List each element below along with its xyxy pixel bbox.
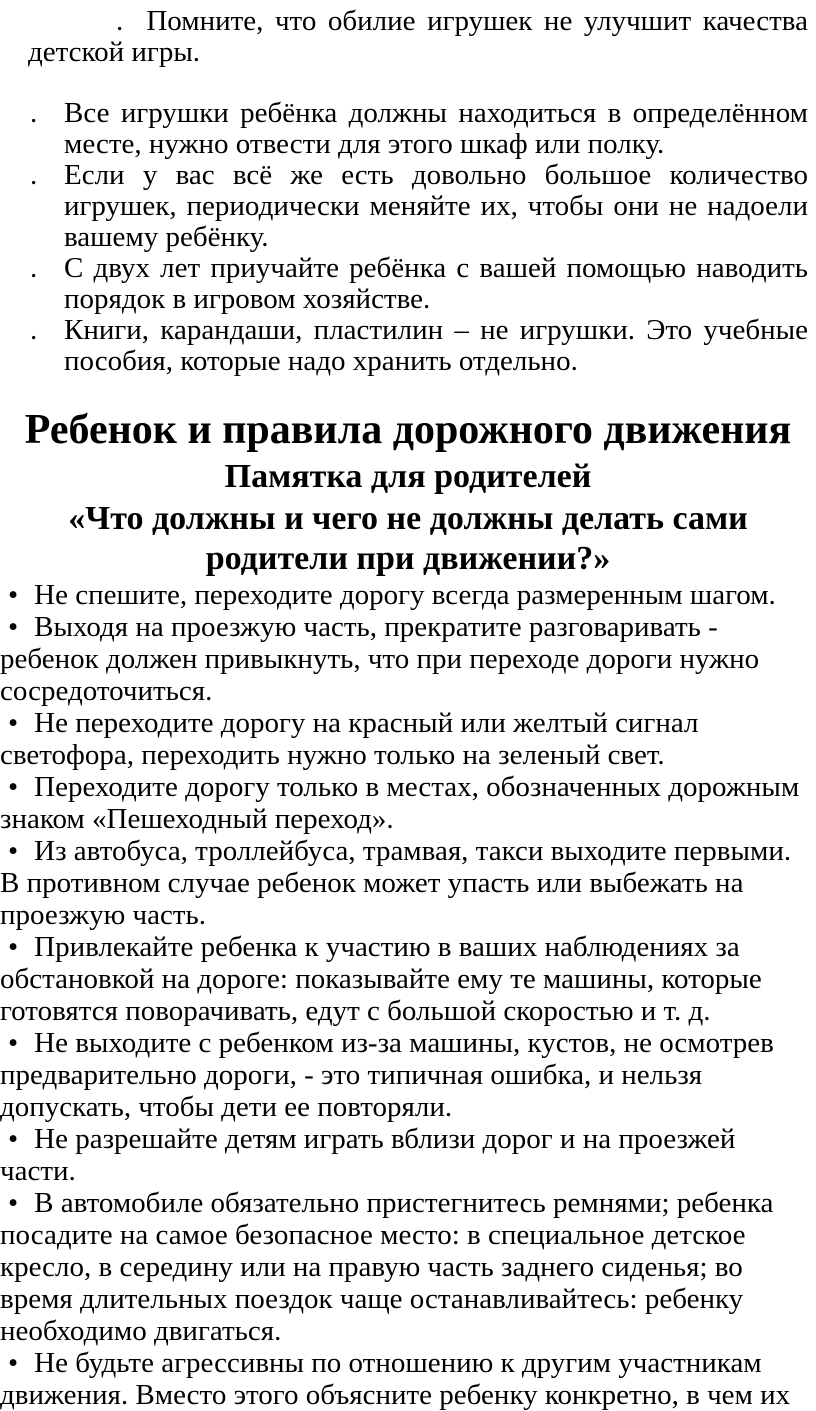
list-item [0, 1123, 808, 1187]
list-dot-marker: . [30, 97, 38, 129]
list-bullet-marker: • [8, 1347, 19, 1379]
list-item-text: Не выходите с ребенком из-за машины, кустов, не осмотрев предварительно дороги, - это типичная ошибка, и нельзя допускать, чтобы дети ее повторяли. [0, 1027, 774, 1123]
list-item-text: Если у вас всё же есть довольно большое количество игрушек, периодически меняйте их, чтобы они не надоели вашему ребёнку. [64, 159, 808, 253]
list-item [0, 579, 808, 611]
intro-text: Помните, что обилие игрушек не улучшит качества детской игры. [28, 5, 808, 68]
list-dot-marker: . [30, 314, 38, 346]
list-item-text: Переходите дорогу только в местах, обозначенных дорожным знаком «Пешеходный переход». [0, 771, 800, 835]
list-item [0, 1347, 808, 1411]
list-item [0, 771, 808, 835]
list-item-text: С двух лет приучайте ребёнка с вашей помощью наводить порядок в игровом хозяйстве. [64, 252, 808, 315]
list-item-text: Книги, карандаши, пластилин – не игрушки. Это учебные пособия, которые надо хранить отдельно. [64, 314, 808, 377]
list-item [0, 707, 808, 771]
list-item [28, 315, 808, 377]
list-item-text: Из автобуса, троллейбуса, трамвая, такси выходите первыми. В противном случае ребенок может упасть или выбежать на проезжую часть. [0, 835, 792, 931]
list-item-text: Не спешите, переходите дорогу всегда размеренным шагом. [34, 579, 776, 611]
list-item [0, 1027, 808, 1123]
list-item-text: Привлекайте ребенка к участию в ваших наблюдениях за обстановкой на дороге: показывайте ему те машины, которые готовятся поворачивать, едут с большой скоростью и т. д. [0, 931, 762, 1027]
list-item-text: В автомобиле обязательно пристегнитесь ремнями; ребенка посадите на самое безопасное место: в специальное детское кресло, в середину или на правую часть заднего сиденья; во время длительных поездок чаще останавливайтесь: ребенку необходимо двигаться. [0, 1187, 774, 1347]
list-bullet-marker: • [8, 1123, 19, 1155]
list-bullet-marker: • [8, 835, 19, 867]
list-item-text: Все игрушки ребёнка должны находиться в определённом месте, нужно отвести для этого шкаф или полку. [64, 97, 808, 160]
intro-paragraph [28, 6, 808, 68]
list-item-text: Не переходите дорогу на красный или желтый сигнал светофора, переходить нужно только на зеленый свет. [0, 707, 699, 771]
list-item [28, 98, 808, 160]
list-item-text: Не разрешайте детям играть вблизи дорог и на проезжей части. [0, 1123, 736, 1187]
section-subtitle: Памятка для родителей [224, 458, 592, 495]
list-item-text: Выходя на проезжую часть, прекратите разговаривать - ребенок должен привыкнуть, что при переходе дороги нужно сосредоточиться. [0, 611, 760, 707]
section-question-heading: «Что должны и чего не должны делать сами родители при движении?» [68, 500, 748, 577]
list-item [0, 1187, 808, 1347]
road-rules-list [0, 579, 808, 1411]
section-title: Ребенок и правила дорожного движения [24, 407, 792, 453]
list-dot-marker: . [116, 5, 124, 37]
list-item [0, 611, 808, 707]
list-bullet-marker: • [8, 707, 19, 739]
list-item [28, 160, 808, 253]
list-bullet-marker: • [8, 931, 19, 963]
toys-rules-list [28, 98, 808, 377]
list-dot-marker: . [30, 159, 38, 191]
list-item-text: Не будьте агрессивны по отношению к другим участникам движения. Вместо этого объясните ребенку конкретно, в чем их [0, 1347, 791, 1411]
list-item [0, 931, 808, 1027]
list-dot-marker: . [30, 252, 38, 284]
list-bullet-marker: • [8, 1027, 19, 1059]
list-item [28, 253, 808, 315]
list-bullet-marker: • [8, 1187, 19, 1219]
list-bullet-marker: • [8, 771, 19, 803]
list-bullet-marker: • [8, 579, 19, 611]
list-item [0, 835, 808, 931]
list-bullet-marker: • [8, 611, 19, 643]
